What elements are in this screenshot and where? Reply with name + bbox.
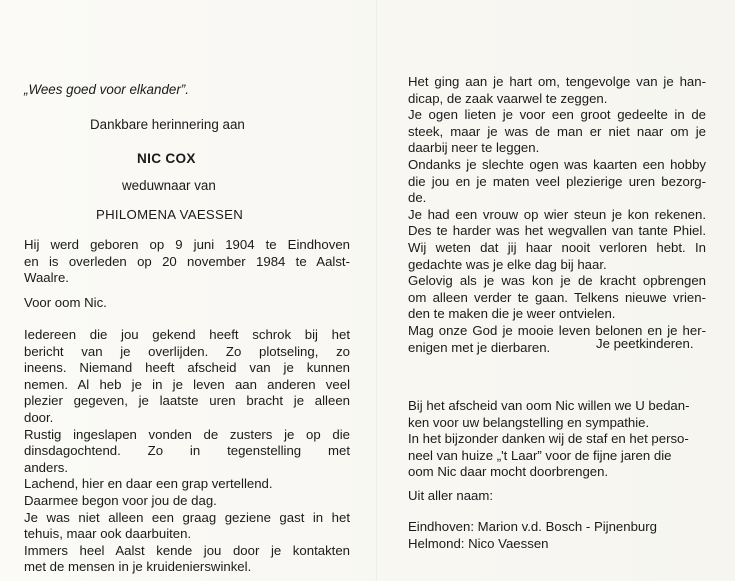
- text-line: ineens. Niemand heeft afscheid van je kunnen: [24, 360, 350, 376]
- text-line: steek, maar je was de man er niet naar om je: [408, 123, 706, 139]
- text-line: Je had een vrouw op wier steun je kon rekenen.: [408, 206, 706, 222]
- text-line: Wij weten dat jij haar nooit verloren hebt. In: [408, 239, 706, 255]
- text-line: Gelovig als je was kon je de kracht opbrengen: [408, 273, 706, 289]
- text-line: Helmond: Nico Vaessen: [408, 535, 549, 551]
- text-line: Daarmee begon voor jou de dag.: [24, 492, 217, 508]
- text-line: Rustig ingeslapen vonden de zusters je op die: [24, 426, 350, 442]
- text-line: om alleen verder te gaan. Telkens nieuwe vrien-: [408, 289, 706, 305]
- text-line: daarbij neer te leggen.: [408, 140, 540, 156]
- motto: „Wees goed voor elkander”.: [24, 82, 189, 97]
- text-line: Iedereen die jou gekend heeft schrok bij het: [24, 327, 350, 342]
- text-line: Bij het afscheid van oom Nic willen we U bedan-: [408, 398, 690, 413]
- remembrance-heading: Dankbare herinnering aan: [90, 117, 245, 132]
- text-line: die jou en je maten veel plezierige uren bezorg-: [408, 173, 706, 189]
- text-line: anders.: [24, 459, 68, 475]
- text-line: Waalre.: [24, 270, 69, 286]
- text-line: dicap, de zaak vaarwel te zeggen.: [408, 90, 608, 106]
- text-line: Mag onze God je mooie leven belonen en je her-: [408, 322, 706, 338]
- text-line: neel van huize „'t Laar” voor de fijne jaren die: [408, 447, 672, 463]
- text-line: Lachend, hier en daar een grap vertellend.: [24, 476, 273, 492]
- text-line: Hij werd geboren op 9 juni 1904 te Eindhoven: [24, 237, 350, 252]
- text-line: door.: [24, 409, 54, 425]
- text-line: nemen. Al heb je in je leven aan anderen veel: [24, 376, 350, 392]
- tribute-text: [24, 327, 350, 576]
- spouse-name: PHILOMENA VAESSEN: [96, 207, 244, 222]
- text-line: Het ging aan je hart om, tengevolge van je han-: [408, 74, 706, 89]
- signature-godchildren: Je peetkinderen.: [596, 336, 694, 351]
- on-behalf-label: Uit aller naam:: [408, 488, 494, 503]
- text-line: tehuis, maar ook daarbuiten.: [24, 526, 192, 542]
- family-names: [408, 519, 657, 552]
- text-line: de.: [408, 190, 427, 206]
- text-line: enigen met je dierbaren.: [408, 339, 551, 355]
- text-line: en is overleden op 20 november 1984 te Aalst-: [24, 253, 350, 269]
- text-line: plezier gegeven, je laatste uren bracht je alleen: [24, 393, 350, 409]
- text-line: Eindhoven: Marion v.d. Bosch - Pijnenburg: [408, 519, 657, 534]
- text-line: Des te harder was het wegvallen van tante Phiel.: [408, 223, 706, 239]
- text-line: Je ogen lieten je voor een groot gedeelte in de: [408, 107, 706, 123]
- text-line: Je was niet alleen een graag geziene gast in het: [24, 509, 350, 525]
- widower-label: weduwnaar van: [122, 178, 216, 193]
- text-line: bericht van je overlijden. Zo plotseling, zo: [24, 343, 350, 359]
- text-line: ken voor uw belangstelling en sympathie.: [408, 414, 650, 430]
- text-line: oom Nic daar mocht doorbrengen.: [408, 464, 609, 480]
- birth-death-text: [24, 237, 350, 287]
- text-line: gedachte was je elke dag bij haar.: [408, 256, 607, 272]
- text-line: Immers heel Aalst kende jou door je kontakten: [24, 542, 350, 558]
- text-line: Ondanks je slechte ogen was kaarten een hobby: [408, 156, 706, 172]
- deceased-name: NIC COX: [137, 151, 196, 166]
- text-line: den te maken die je weer ontvielen.: [408, 306, 616, 322]
- poem-text: [408, 74, 706, 356]
- thanks-text: [408, 398, 724, 481]
- card-fold: [376, 0, 377, 581]
- dedication: Voor oom Nic.: [24, 295, 107, 310]
- text-line: dinsdagochtend. Zo in tegenstelling met: [24, 443, 350, 459]
- text-line: In het bijzonder danken wij de staf en het perso-: [408, 431, 689, 447]
- text-line: met de mensen in je kruidenierswinkel.: [24, 559, 252, 575]
